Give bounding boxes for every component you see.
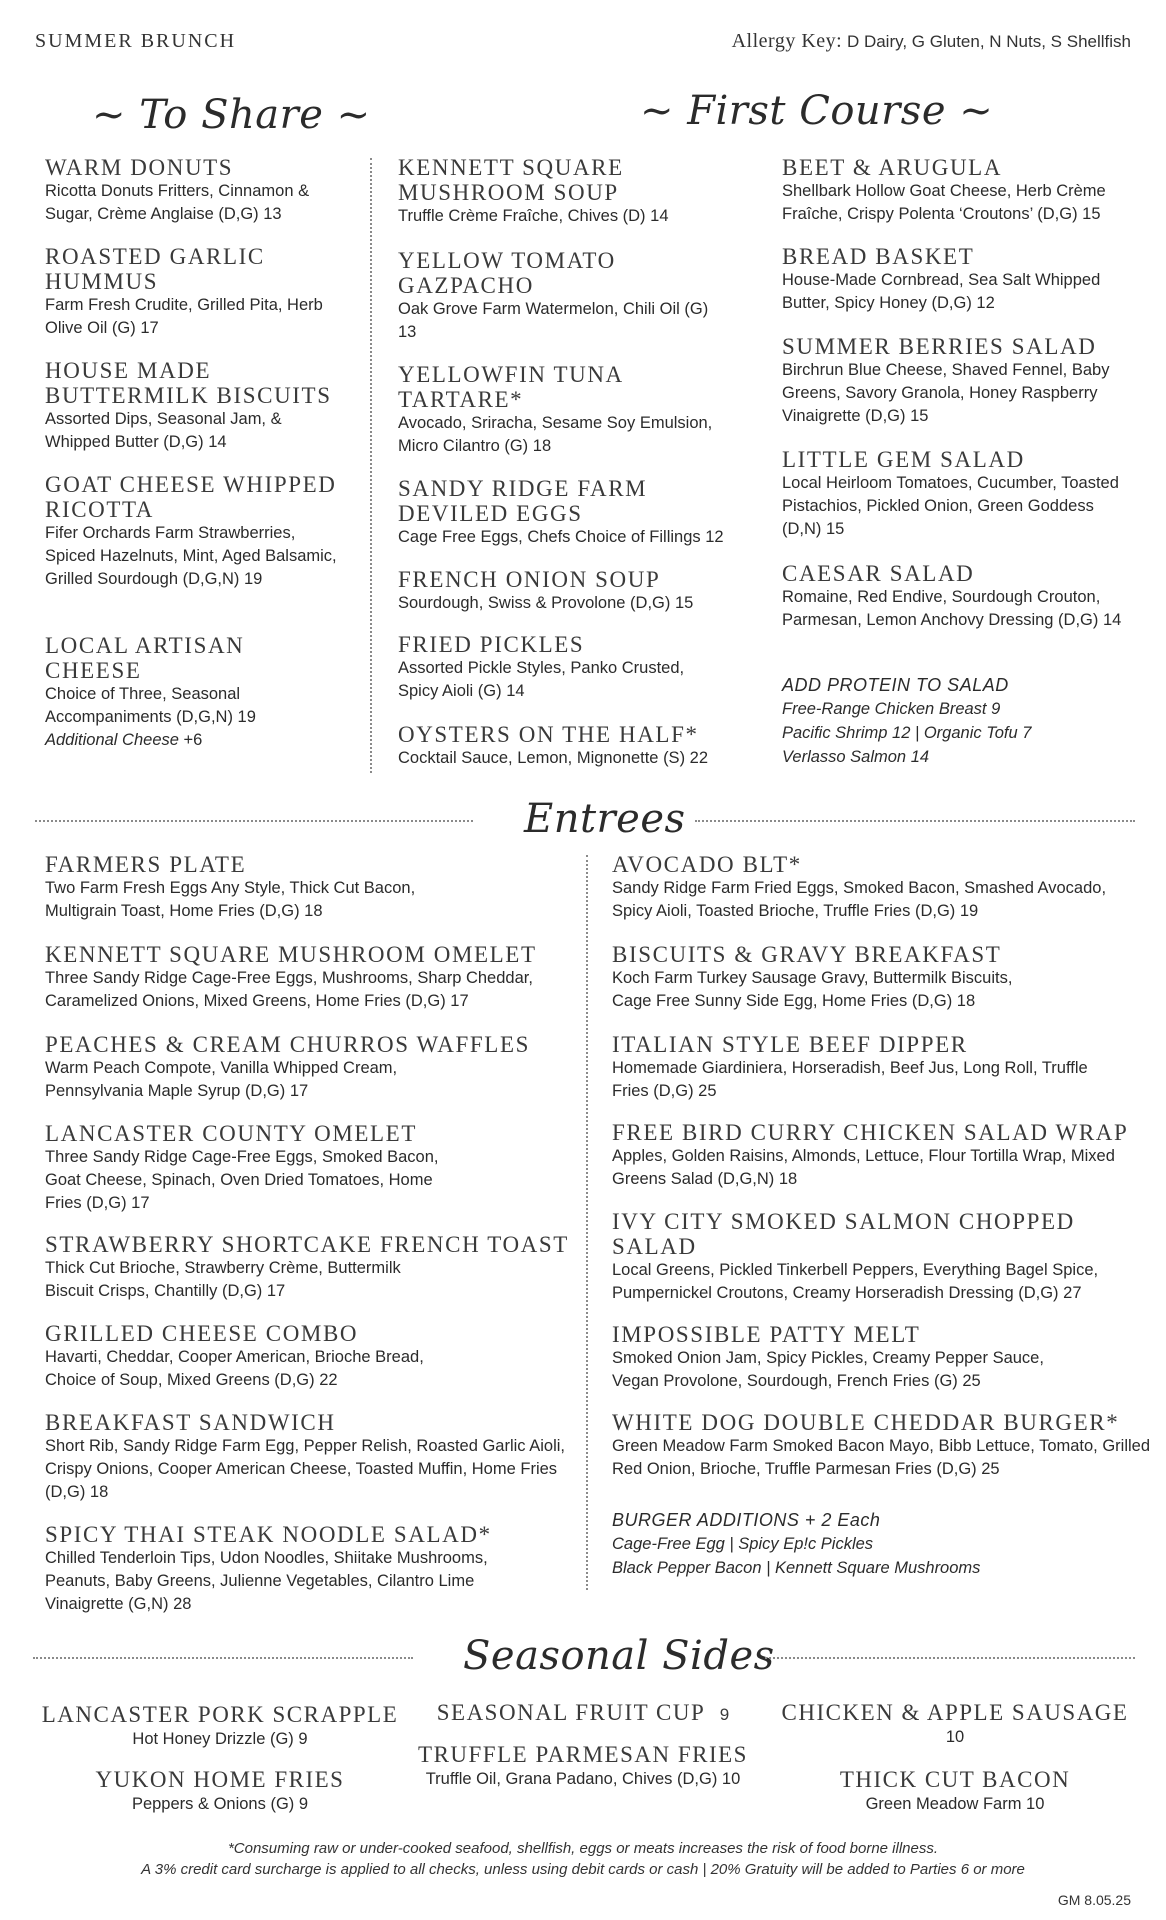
allergy-key-label: Allergy Key: bbox=[731, 30, 843, 52]
add-protein-line: Pacific Shrimp 12 | Organic Tofu 7 bbox=[782, 724, 1032, 742]
item-name: PEACHES & CREAM CHURROS WAFFLES bbox=[45, 1032, 530, 1057]
item-name: LOCAL ARTISAN CHEESE bbox=[45, 633, 245, 683]
menu-item bbox=[398, 632, 728, 703]
item-name: BREAKFAST SANDWICH bbox=[45, 1410, 336, 1435]
item-name: WHITE DOG DOUBLE CHEDDAR BURGER* bbox=[612, 1410, 1120, 1435]
item-name: GOAT CHEESE WHIPPED RICOTTA bbox=[45, 472, 337, 522]
menu-item bbox=[45, 633, 345, 752]
item-name: BEET & ARUGULA bbox=[782, 155, 1003, 180]
burger-additions-line: Cage-Free Egg | Spicy Ep!c Pickles bbox=[612, 1535, 874, 1553]
burger-additions-line: Black Pepper Bacon | Kennett Square Mushrooms bbox=[612, 1559, 981, 1577]
menu-item bbox=[45, 1410, 585, 1504]
menu-item bbox=[45, 1121, 585, 1215]
item-desc: Short Rib, Sandy Ridge Farm Egg, Pepper Relish, Roasted Garlic Aioli, Crispy Onions, Cooper American Cheese, Toasted Muffin, Home Fries (D,G) 18 bbox=[45, 1437, 565, 1501]
menu-item bbox=[782, 447, 1122, 541]
side-item bbox=[30, 1702, 410, 1751]
item-desc: Three Sandy Ridge Cage-Free Eggs, Mushrooms, Sharp Cheddar, Caramelized Onions, Mixed Greens, Home Fries (D,G) 17 bbox=[45, 969, 533, 1010]
item-desc: Green Meadow Farm Smoked Bacon Mayo, Bibb Lettuce, Tomato, Grilled Red Onion, Brioche, Truffle Parmesan Fries (D,G) 25 bbox=[612, 1437, 1151, 1478]
side-desc: Peppers & Onions (G) 9 bbox=[131, 1795, 309, 1813]
item-desc: Assorted Pickle Styles, Panko Crusted, Spicy Aioli (G) 14 bbox=[398, 659, 685, 700]
menu-item bbox=[398, 362, 748, 458]
menu-item bbox=[398, 248, 718, 344]
side-name: THICK CUT BACON bbox=[839, 1767, 1071, 1792]
menu-title: SUMMER BRUNCH bbox=[35, 30, 237, 52]
menu-item bbox=[45, 1032, 585, 1103]
menu-item bbox=[45, 852, 565, 923]
item-name: FRIED PICKLES bbox=[398, 632, 585, 657]
side-name: LANCASTER PORK SCRAPPLE bbox=[41, 1702, 399, 1727]
side-name: TRUFFLE PARMESAN FRIES bbox=[418, 1742, 748, 1767]
burger-additions-header: BURGER ADDITIONS + 2 Each bbox=[612, 1510, 881, 1530]
allergy-key-values: D Dairy, G Gluten, N Nuts, S Shellfish bbox=[846, 32, 1131, 51]
item-desc: Chilled Tenderloin Tips, Udon Noodles, Shiitake Mushrooms, Peanuts, Baby Greens, Julienne Vegetables, Cilantro Lime Vinaigrette (G,N) 28 bbox=[45, 1549, 488, 1613]
side-item bbox=[403, 1742, 763, 1791]
item-desc: Oak Grove Farm Watermelon, Chili Oil (G) 13 bbox=[398, 300, 709, 341]
item-name: BREAD BASKET bbox=[782, 244, 975, 269]
item-desc: Romaine, Red Endive, Sourdough Crouton, Parmesan, Lemon Anchovy Dressing (D,G) 14 bbox=[782, 588, 1122, 629]
item-desc: Cage Free Eggs, Chefs Choice of Fillings 12 bbox=[398, 528, 724, 546]
item-desc: Sandy Ridge Farm Fried Eggs, Smoked Bacon, Smashed Avocado, Spicy Aioli, Toasted Brioche, Truffle Fries (D,G) 19 bbox=[612, 879, 1107, 920]
side-price: 9 bbox=[719, 1705, 730, 1724]
menu-item bbox=[612, 852, 1147, 923]
item-name: SUMMER BERRIES SALAD bbox=[782, 334, 1097, 359]
item-desc: Birchrun Blue Cheese, Shaved Fennel, Baby Greens, Savory Granola, Honey Raspberry Vinaigrette (D,G) 15 bbox=[782, 361, 1110, 425]
side-item bbox=[770, 1700, 1140, 1749]
section-divider bbox=[35, 820, 473, 822]
item-desc: Fifer Orchards Farm Strawberries, Spiced Hazelnuts, Mint, Aged Balsamic, Grilled Sourdough (D,G,N) 19 bbox=[45, 524, 337, 588]
menu-item bbox=[612, 1322, 1147, 1393]
side-name: CHICKEN & APPLE SAUSAGE bbox=[781, 1700, 1129, 1725]
item-name: YELLOW TOMATO GAZPACHO bbox=[398, 248, 616, 298]
menu-item bbox=[782, 561, 1122, 632]
item-name: FARMERS PLATE bbox=[45, 852, 247, 877]
menu-item bbox=[612, 942, 1147, 1013]
menu-item bbox=[782, 244, 1122, 315]
item-desc: Two Farm Fresh Eggs Any Style, Thick Cut Bacon, Multigrain Toast, Home Fries (D,G) 18 bbox=[45, 879, 416, 920]
item-desc: Truffle Crème Fraîche, Chives (D) 14 bbox=[398, 207, 669, 225]
section-divider bbox=[695, 820, 1135, 822]
item-name: FREE BIRD CURRY CHICKEN SALAD WRAP bbox=[612, 1120, 1129, 1145]
item-name: ITALIAN STYLE BEEF DIPPER bbox=[612, 1032, 968, 1057]
side-item bbox=[770, 1767, 1140, 1816]
menu-item bbox=[782, 334, 1137, 428]
item-desc: Avocado, Sriracha, Sesame Soy Emulsion, Micro Cilantro (G) 18 bbox=[398, 414, 713, 455]
side-desc: Hot Honey Drizzle (G) 9 bbox=[132, 1730, 308, 1748]
item-desc: Local Heirloom Tomatoes, Cucumber, Toasted Pistachios, Pickled Onion, Green Goddess (D,N) 15 bbox=[782, 474, 1119, 538]
item-name: LANCASTER COUNTY OMELET bbox=[45, 1121, 417, 1146]
item-name: WARM DONUTS bbox=[45, 155, 234, 180]
add-protein-header: ADD PROTEIN TO SALAD bbox=[782, 675, 1009, 695]
item-desc: Sourdough, Swiss & Provolone (D,G) 15 bbox=[398, 594, 694, 612]
item-name: CAESAR SALAD bbox=[782, 561, 975, 586]
menu-item bbox=[45, 1522, 585, 1616]
item-desc: Apples, Golden Raisins, Almonds, Lettuce, Flour Tortilla Wrap, Mixed Greens Salad (D,G,N) 18 bbox=[612, 1147, 1115, 1188]
item-name: YELLOWFIN TUNA TARTARE* bbox=[398, 362, 623, 412]
item-name: AVOCADO BLT* bbox=[612, 852, 802, 877]
item-name: SPICY THAI STEAK NOODLE SALAD* bbox=[45, 1522, 492, 1547]
menu-item bbox=[45, 942, 585, 1013]
add-protein-line: Verlasso Salmon 14 bbox=[782, 748, 930, 766]
menu-item bbox=[45, 472, 345, 591]
footer-surcharge: A 3% credit card surcharge is applied to all checks, unless using debit cards or cash | 20% Gratuity will be added to Parties 6 or more bbox=[141, 1861, 1025, 1878]
item-name: LITTLE GEM SALAD bbox=[782, 447, 1025, 472]
side-name bbox=[403, 1700, 763, 1728]
menu-item bbox=[612, 1032, 1147, 1103]
item-name: STRAWBERRY SHORTCAKE FRENCH TOAST bbox=[45, 1232, 569, 1257]
menu-item bbox=[612, 1120, 1152, 1191]
side-desc: Green Meadow Farm 10 bbox=[865, 1795, 1045, 1813]
item-name: OYSTERS ON THE HALF* bbox=[398, 722, 699, 747]
add-protein-block bbox=[782, 673, 1122, 769]
item-name: ROASTED GARLIC HUMMUS bbox=[45, 244, 265, 294]
item-desc: Homemade Giardiniera, Horseradish, Beef Jus, Long Roll, Truffle Fries (D,G) 25 bbox=[612, 1059, 1088, 1100]
item-desc: Three Sandy Ridge Cage-Free Eggs, Smoked Bacon, Goat Cheese, Spinach, Oven Dried Tomatoes, Home Fries (D,G) 17 bbox=[45, 1148, 439, 1212]
item-desc: Farm Fresh Crudite, Grilled Pita, Herb Olive Oil (G) 17 bbox=[45, 296, 323, 337]
item-desc: Smoked Onion Jam, Spicy Pickles, Creamy Pepper Sauce, Vegan Provolone, Sourdough, French Fries (G) 25 bbox=[612, 1349, 1044, 1390]
item-desc: Cocktail Sauce, Lemon, Mignonette (S) 22 bbox=[398, 749, 708, 767]
menu-item bbox=[612, 1209, 1147, 1305]
menu-item bbox=[45, 1232, 595, 1303]
burger-additions-block bbox=[612, 1508, 1132, 1580]
item-name: IMPOSSIBLE PATTY MELT bbox=[612, 1322, 921, 1347]
section-title-entrees: Entrees bbox=[524, 796, 686, 842]
column-divider bbox=[586, 855, 588, 1590]
menu-item bbox=[45, 1321, 585, 1392]
extra-price: +6 bbox=[183, 731, 203, 749]
item-extra bbox=[45, 729, 345, 752]
item-desc: Havarti, Cheddar, Cooper American, Brioche Bread, Choice of Soup, Mixed Greens (D,G) 22 bbox=[45, 1348, 424, 1389]
menu-item bbox=[45, 155, 345, 226]
section-divider bbox=[765, 1657, 1135, 1659]
side-item bbox=[403, 1700, 763, 1728]
side-item bbox=[30, 1767, 410, 1816]
menu-item bbox=[398, 155, 748, 228]
item-desc: Koch Farm Turkey Sausage Gravy, Buttermilk Biscuits, Cage Free Sunny Side Egg, Home Fries (D,G) 18 bbox=[612, 969, 1013, 1010]
item-name: KENNETT SQUARE MUSHROOM SOUP bbox=[398, 155, 624, 205]
extra-label: Additional Cheese bbox=[45, 731, 179, 749]
item-name: BISCUITS & GRAVY BREAKFAST bbox=[612, 942, 1002, 967]
menu-item bbox=[398, 722, 778, 770]
menu-item bbox=[398, 567, 768, 615]
item-desc: Shellbark Hollow Goat Cheese, Herb Crème Fraîche, Crispy Polenta ‘Croutons’ (D,G) 15 bbox=[782, 182, 1106, 223]
section-title-first-course: ~ First Course ~ bbox=[640, 88, 994, 134]
add-protein-line: Free-Range Chicken Breast 9 bbox=[782, 700, 1001, 718]
item-name: SANDY RIDGE FARM DEVILED EGGS bbox=[398, 476, 648, 526]
column-divider bbox=[370, 158, 372, 773]
item-desc: Ricotta Donuts Fritters, Cinnamon & Sugar, Crème Anglaise (D,G) 13 bbox=[45, 182, 310, 223]
section-divider bbox=[33, 1657, 413, 1659]
menu-item bbox=[45, 358, 345, 454]
item-name: FRENCH ONION SOUP bbox=[398, 567, 661, 592]
menu-item bbox=[782, 155, 1137, 226]
item-name: KENNETT SQUARE MUSHROOM OMELET bbox=[45, 942, 537, 967]
side-name-text: SEASONAL FRUIT CUP bbox=[436, 1700, 706, 1725]
side-desc: Truffle Oil, Grana Padano, Chives (D,G) 10 bbox=[425, 1770, 741, 1788]
item-name: HOUSE MADE BUTTERMILK BISCUITS bbox=[45, 358, 332, 408]
section-title-to-share: ~ To Share ~ bbox=[92, 92, 371, 138]
menu-item bbox=[398, 476, 768, 549]
footer-disclaimer: *Consuming raw or under-cooked seafood, shellfish, eggs or meats increases the risk of food borne illness. bbox=[227, 1840, 939, 1857]
menu-code: GM 8.05.25 bbox=[1057, 1892, 1131, 1908]
side-name: YUKON HOME FRIES bbox=[95, 1767, 345, 1792]
item-desc: Thick Cut Brioche, Strawberry Crème, Buttermilk Biscuit Crisps, Chantilly (D,G) 17 bbox=[45, 1259, 401, 1300]
item-desc: Choice of Three, Seasonal Accompaniments (D,G,N) 19 bbox=[45, 685, 256, 726]
section-title-sides: Seasonal Sides bbox=[463, 1633, 775, 1679]
item-name: IVY CITY SMOKED SALMON CHOPPED SALAD bbox=[612, 1209, 1075, 1259]
item-desc: Assorted Dips, Seasonal Jam, & Whipped Butter (D,G) 14 bbox=[45, 410, 282, 451]
item-desc: Warm Peach Compote, Vanilla Whipped Cream, Pennsylvania Maple Syrup (D,G) 17 bbox=[45, 1059, 398, 1100]
item-desc: Local Greens, Pickled Tinkerbell Peppers, Everything Bagel Spice, Pumpernickel Croutons, Creamy Horseradish Dressing (D,G) 27 bbox=[612, 1261, 1099, 1302]
side-desc: 10 bbox=[945, 1728, 965, 1746]
menu-item bbox=[612, 1410, 1152, 1481]
allergy-key bbox=[732, 30, 1131, 53]
item-desc: House-Made Cornbread, Sea Salt Whipped Butter, Spicy Honey (D,G) 12 bbox=[782, 271, 1101, 312]
item-name: GRILLED CHEESE COMBO bbox=[45, 1321, 359, 1346]
menu-item bbox=[45, 244, 345, 340]
